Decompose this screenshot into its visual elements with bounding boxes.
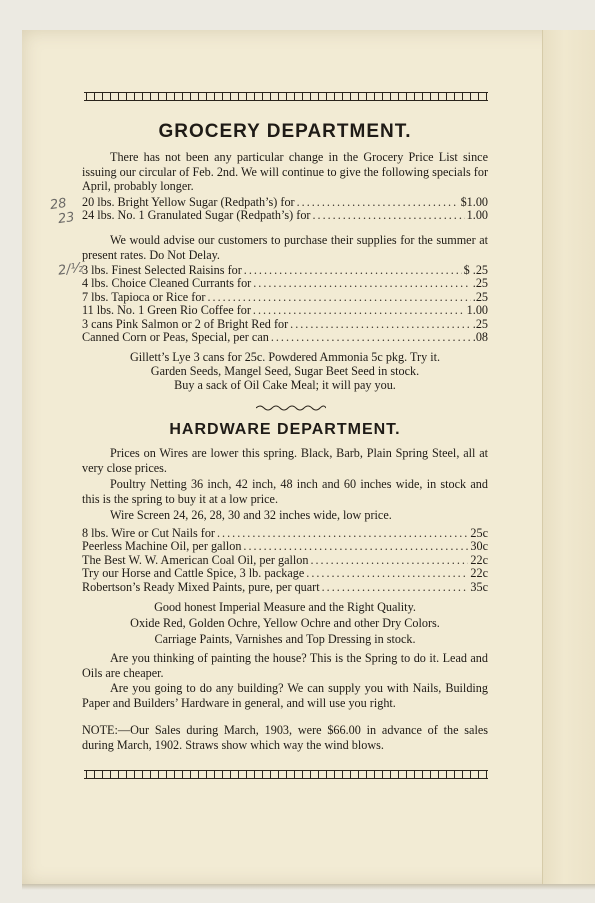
leader-dots: [207, 291, 470, 304]
top-ornamental-rule: [84, 92, 488, 101]
item-price: 35c: [470, 579, 488, 594]
item-price: .25: [472, 276, 488, 291]
price-row: [82, 304, 488, 317]
hardware-building: Are you going to do any building? We can supply you with Nails, Building Paper and Builders’ Hardware in general, and will use you right.: [82, 681, 488, 710]
item-desc: 8 lbs. Wire or Cut Nails for: [82, 526, 215, 540]
leader-dots: [290, 318, 471, 331]
price-row: [82, 527, 488, 540]
item-price: .25: [472, 316, 488, 331]
hardware-painting: Are you thinking of painting the house? This is the Spring to do it. Lead and Oils are cheaper.: [82, 651, 488, 680]
item-price: $1.00: [460, 195, 488, 209]
bottom-ornamental-rule: [84, 770, 488, 779]
price-row: [82, 277, 488, 290]
price-row: [82, 209, 488, 222]
hardware-wires: Prices on Wires are lower this spring. Black, Barb, Plain Spring Steel, all at very close prices.: [82, 446, 488, 475]
item-desc: Canned Corn or Peas, Special, per can: [82, 330, 269, 345]
grocery-price-list: [82, 264, 488, 344]
item-price: $ .25: [463, 263, 488, 277]
item-desc: 20 lbs. Bright Yellow Sugar (Redpath’s) for: [82, 195, 295, 209]
item-price: .08: [472, 330, 488, 345]
leader-dots: [217, 527, 468, 540]
leader-dots: [310, 554, 468, 567]
leader-dots: [322, 581, 469, 594]
price-row: [82, 318, 488, 331]
item-price: 25c: [470, 526, 488, 540]
leader-dots: [271, 331, 471, 344]
price-row: [82, 567, 488, 580]
grocery-advice: We would advise our customers to purchase their supplies for the summer at present rates. Do Not Delay.: [82, 233, 488, 262]
grocery-note-seeds: Garden Seeds, Mangel Seed, Sugar Beet Seed in stock.: [150, 364, 420, 378]
item-desc: 7 lbs. Tapioca or Rice for: [82, 289, 206, 304]
item-desc: 3 lbs. Finest Selected Raisins for: [82, 263, 242, 277]
hardware-note-measure: Good honest Imperial Measure and the Right Quality.: [154, 600, 416, 614]
hardware-note-colors: Oxide Red, Golden Ochre, Yellow Ochre and other Dry Colors.: [130, 616, 440, 630]
hardware-netting: Poultry Netting 36 inch, 42 inch, 48 inch and 60 inches wide, in stock and this is the spring to buy it at a low price.: [82, 477, 488, 506]
hardware-screen: Wire Screen 24, 26, 28, 30 and 32 inches wide, low price.: [110, 508, 392, 522]
price-row: [82, 554, 488, 567]
grocery-note-lye: Gillett’s Lye 3 cans for 25c. Powdered Ammonia 5c pkg. Try it.: [129, 350, 441, 364]
item-desc: 3 cans Pink Salmon or 2 of Bright Red for: [82, 316, 289, 331]
grocery-title: GROCERY DEPARTMENT.: [158, 121, 412, 142]
item-price: 1.00: [466, 303, 488, 318]
leader-dots: [243, 540, 468, 553]
item-price: 22c: [470, 552, 488, 567]
price-row: [82, 331, 488, 344]
leader-dots: [253, 304, 465, 317]
leader-dots: [244, 264, 462, 277]
hardware-note-carriage: Carriage Paints, Varnishes and Top Dressing in stock.: [154, 632, 416, 646]
item-desc: Robertson’s Ready Mixed Paints, pure, per quart: [82, 579, 320, 594]
price-row: [82, 196, 488, 209]
leader-dots: [297, 196, 459, 209]
item-desc: Try our Horse and Cattle Spice, 3 lb. package: [82, 566, 305, 581]
price-row: [82, 264, 488, 277]
item-price: 30c: [470, 539, 488, 554]
leader-dots: [306, 567, 468, 580]
item-desc: The Best W. W. American Coal Oil, per gallon: [82, 552, 309, 567]
item-price: 1.00: [466, 208, 488, 223]
price-row: [82, 291, 488, 304]
pencil-annotation: 28: [49, 195, 68, 214]
grocery-intro: There has not been any particular change in the Grocery Price List since issuing our circular of Feb. 2nd. We will continue to give the following specials for April, probably longer.: [82, 150, 488, 193]
hardware-price-list: [82, 527, 488, 594]
leader-dots: [253, 277, 471, 290]
pencil-annotation: 2/½: [57, 260, 85, 279]
item-price: 22c: [470, 566, 488, 581]
item-desc: Peerless Machine Oil, per gallon: [82, 539, 242, 554]
grocery-note-oil-cake: Buy a sack of Oil Cake Meal; it will pay you.: [174, 378, 396, 392]
section-divider-flourish: [256, 404, 326, 412]
leader-dots: [312, 209, 464, 222]
item-desc: 11 lbs. No. 1 Green Rio Coffee for: [82, 303, 251, 318]
item-desc: 24 lbs. No. 1 Granulated Sugar (Redpath’s) for: [82, 208, 311, 223]
hardware-sales-note: NOTE:—Our Sales during March, 1903, were $66.00 in advance of the sales during March, 1902. Straws show which way the wind blows.: [82, 723, 488, 752]
item-price: .25: [472, 289, 488, 304]
price-row: [82, 581, 488, 594]
price-row: [82, 540, 488, 553]
pencil-annotation: 23: [57, 209, 76, 228]
hardware-title: HARDWARE DEPARTMENT.: [169, 421, 401, 438]
sugar-price-list: [82, 196, 488, 223]
item-desc: 4 lbs. Choice Cleaned Currants for: [82, 276, 252, 291]
